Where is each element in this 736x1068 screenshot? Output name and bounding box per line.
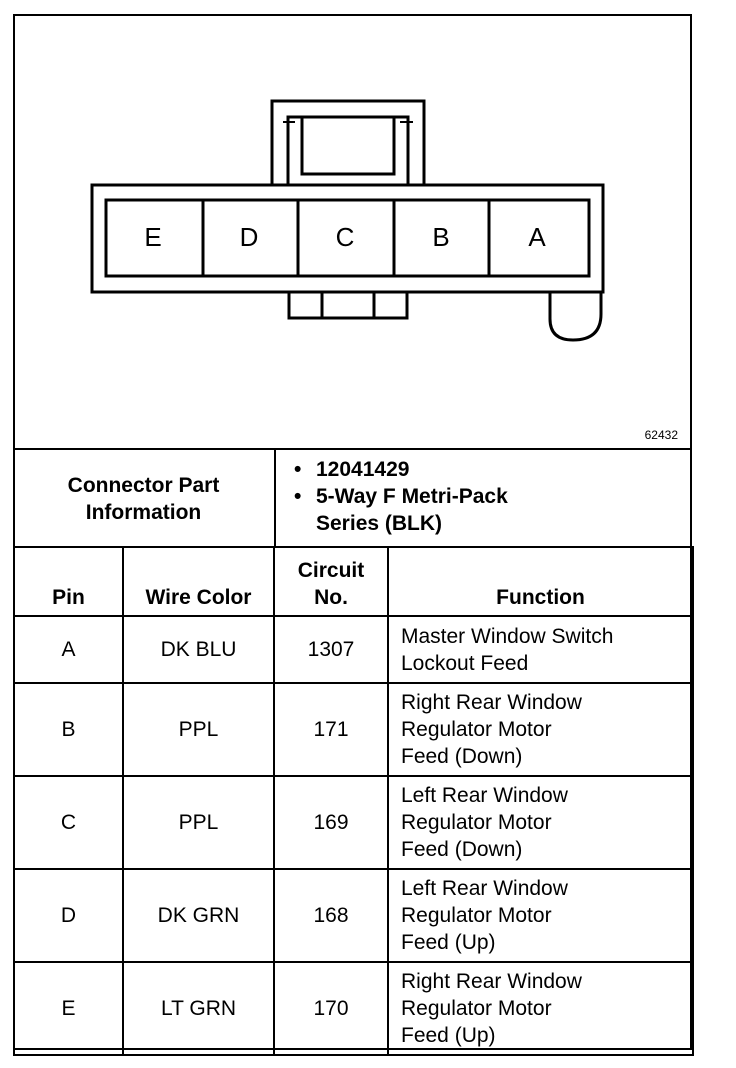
function-line: Feed (Up) — [401, 931, 496, 954]
circuit-cell: 169 — [274, 776, 388, 869]
header-function: Function — [388, 547, 693, 616]
function-line: Feed (Up) — [401, 1024, 496, 1047]
function-line: Left Rear Window — [401, 784, 568, 807]
function-line: Regulator Motor — [401, 997, 552, 1020]
function-line: Left Rear Window — [401, 877, 568, 900]
function-line: Feed (Down) — [401, 745, 523, 768]
figure-id: 62432 — [644, 428, 678, 442]
pin-cell: C — [14, 776, 123, 869]
circuit-cell: 171 — [274, 683, 388, 776]
function-cell — [388, 616, 693, 683]
pin-cell: E — [14, 962, 123, 1055]
connector-part-label-line2: Information — [85, 501, 202, 524]
connector-part-list — [276, 450, 692, 548]
table-row — [14, 776, 693, 869]
connector-part-label-line1: Connector Part — [67, 474, 220, 497]
cavity-label-b: B — [432, 222, 450, 252]
circuit-cell: 1307 — [274, 616, 388, 683]
wire-color-cell: PPL — [123, 776, 274, 869]
connector-diagram — [13, 14, 692, 448]
pin-cell: B — [14, 683, 123, 776]
function-line: Regulator Motor — [401, 811, 552, 834]
function-cell — [388, 962, 693, 1055]
function-line: Regulator Motor — [401, 718, 552, 741]
function-line: Feed (Down) — [401, 838, 523, 861]
part-number-item — [316, 456, 692, 483]
header-circuit-line1: Circuit — [297, 559, 365, 582]
function-cell — [388, 683, 693, 776]
header-circuit-line2: No. — [314, 586, 348, 609]
header-pin: Pin — [14, 547, 123, 616]
table-row — [14, 869, 693, 962]
pin-cell: D — [14, 869, 123, 962]
wire-color-cell: DK GRN — [123, 869, 274, 962]
pin-cell: A — [14, 616, 123, 683]
connector-type-line1: • 5-Way F Metri-Pack — [316, 485, 508, 508]
part-number: 12041429 — [316, 458, 410, 481]
function-line: Regulator Motor — [401, 904, 552, 927]
cavity-label-a: A — [528, 222, 546, 252]
table-row — [14, 962, 693, 1055]
connector-part-info — [13, 448, 692, 548]
function-line: Lockout Feed — [401, 651, 529, 675]
connector-type-item — [316, 483, 692, 537]
wire-color-cell: DK BLU — [123, 616, 274, 683]
function-line: Right Rear Window — [401, 970, 582, 993]
connector-type-line2: Series (BLK) — [316, 512, 443, 535]
cavity-label-e: E — [144, 222, 162, 252]
function-line: Right Rear Window — [401, 691, 582, 714]
circuit-cell: 170 — [274, 962, 388, 1055]
header-wire-color: Wire Color — [123, 547, 274, 616]
function-cell — [388, 776, 693, 869]
header-circuit — [274, 547, 388, 616]
function-cell — [388, 869, 693, 962]
cavity-label-c: C — [335, 222, 355, 252]
pin-table — [13, 546, 694, 1056]
wire-color-cell: PPL — [123, 683, 274, 776]
table-row — [14, 616, 693, 683]
cavity-label-d: D — [239, 222, 259, 252]
wire-color-cell: LT GRN — [123, 962, 274, 1055]
function-line: Master Window Switch — [401, 624, 614, 648]
table-header-row — [14, 547, 693, 616]
connector-part-label — [13, 450, 276, 548]
circuit-cell: 168 — [274, 869, 388, 962]
table-row — [14, 683, 693, 776]
